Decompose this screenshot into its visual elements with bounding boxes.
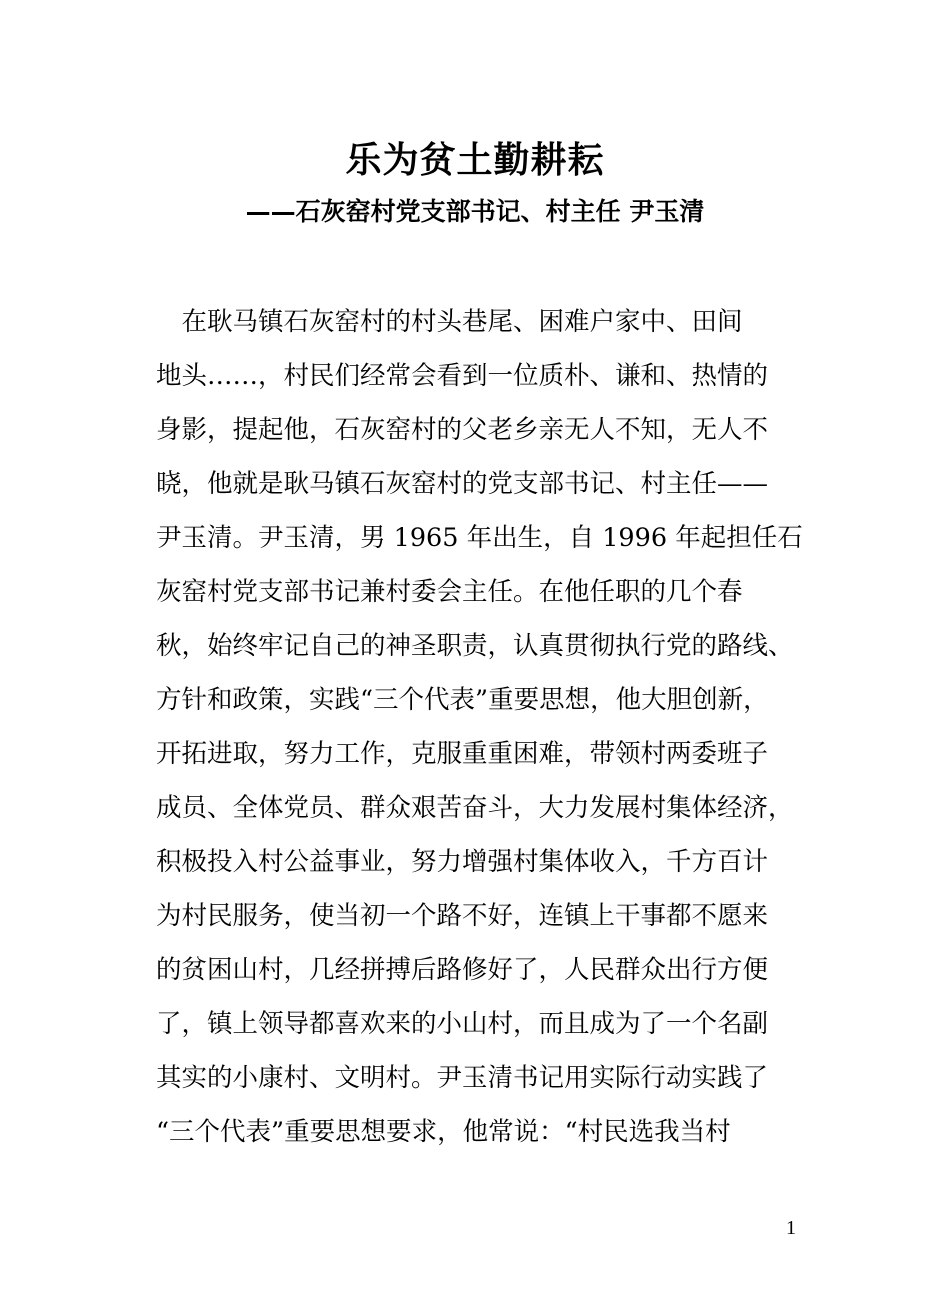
- body-line: “三个代表”重要思想要求，他常说：“村民选我当村: [156, 1117, 731, 1147]
- body-line: 在耿马镇石灰窑村的村头巷尾、困难户家中、田间: [156, 307, 743, 337]
- body-line: 秋，始终牢记自己的神圣职责，认真贯彻执行党的路线、: [156, 631, 794, 661]
- body-line: 的贫困山村，几经拼搏后路修好了，人民群众出行方便: [156, 955, 769, 985]
- body-line: 其实的小康村、文明村。尹玉清书记用实际行动实践了: [156, 1063, 769, 1093]
- body-line: 了，镇上领导都喜欢来的小山村，而且成为了一个名副: [156, 1009, 769, 1039]
- body-line: 地头……，村民们经常会看到一位质朴、谦和、热情的: [156, 361, 769, 391]
- body-line: 为村民服务，使当初一个路不好，连镇上干事都不愿来: [156, 901, 769, 931]
- body-line: 灰窑村党支部书记兼村委会主任。在他任职的几个春: [156, 577, 743, 607]
- body-line: 积极投入村公益事业，努力增强村集体收入，千方百计: [156, 847, 769, 877]
- body-line: 尹玉清。尹玉清，男 1965 年出生，自 1996 年起担任石: [156, 523, 803, 553]
- document-title: 乐为贫土勤耕耘: [345, 139, 605, 181]
- document-subtitle: ——石灰窑村党支部书记、村主任 尹玉清: [245, 197, 705, 226]
- body-line: 晓，他就是耿马镇石灰窑村的党支部书记、村主任——: [156, 469, 769, 499]
- body-line: 方针和政策，实践“三个代表”重要思想，他大胆创新，: [156, 685, 769, 715]
- body-line: 成员、全体党员、群众艰苦奋斗，大力发展村集体经济，: [156, 793, 794, 823]
- body-line: 身影，提起他，石灰窑村的父老乡亲无人不知，无人不: [156, 415, 769, 445]
- page-number: 1: [786, 1217, 796, 1239]
- body-line: 开拓进取，努力工作，克服重重困难，带领村两委班子: [156, 739, 769, 769]
